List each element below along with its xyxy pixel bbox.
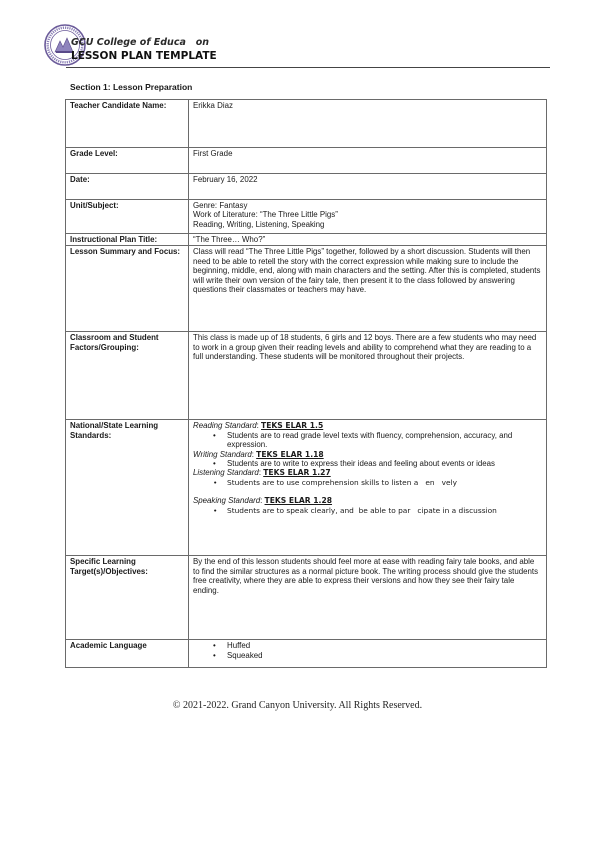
row-label: Teacher Candidate Name: [66,100,189,148]
table-row [66,332,547,420]
row-label: Instructional Plan Title: [66,234,189,246]
reading-standard-heading: Reading Standard: TEKS ELAR 1.5 [193,421,324,431]
table-row [66,200,547,234]
spacer [193,487,542,496]
classroom-factors-value: This class is made up of 18 students, 6 girls and 12 boys. There are a few students who may need to work in a group given their reading levels and ability to comprehend what they are reading to a full understanding. These students will be monitored throughout their projects. [189,332,547,420]
standard-code: TEKS ELAR 1.18 [256,449,324,459]
table-row [66,420,547,556]
row-label: National/State Learning Standards: [66,420,189,556]
lesson-summary-value: Class will read “The Three Little Pigs” together, followed by a short discussion. Students will then need to be able to retell the story with the correct expression while making sure to include the beginning, middle, end, along with main characters and the setting. After this is completed, students will write their own version of the fairy tale, then present it to the class followed by answering questions their classmates or teachers may have. [189,246,547,332]
table-row [66,556,547,640]
row-label: Specific Learning Target(s)/Objectives: [66,556,189,640]
section-title: Section 1: Lesson Preparation [70,82,193,92]
list-item: • Squeaked [227,651,542,660]
standards-value [189,420,547,556]
unit-subject-value [189,200,547,234]
academic-language-value [189,640,547,668]
standard-code: TEKS ELAR 1.28 [264,496,333,506]
standard-prefix: Reading Standard [193,421,257,431]
row-label: Academic Language [66,640,189,668]
list-item: • Students are to use comprehension skills to listen a en vely [227,478,542,487]
objectives-value: By the end of this lesson students should feel more at ease with reading fairy tale books, and able to find the similar structures as a normal picture book. The writing process should give the students free creativity, where they are able to express their versions and how they see their fairy tale ending. [189,556,547,640]
table-row [66,640,547,668]
row-label: Date: [66,174,189,200]
table-row [66,174,547,200]
unit-line: Reading, Writing, Listening, Speaking [193,219,325,229]
writing-standard-heading: Writing Standard: TEKS ELAR 1.18 [193,449,324,459]
lesson-plan-table [65,99,547,668]
list-item: • Students are to read grade level texts with fluency, comprehension, accuracy, and expression. [227,431,542,450]
table-row [66,234,547,246]
row-label: Lesson Summary and Focus: [66,246,189,332]
standard-code: TEKS ELAR 1.5 [261,421,324,431]
college-name: GCU College of Educa on [71,37,210,48]
teacher-name-value: Erikka Diaz [189,100,547,148]
list-item: • Students are to write to express their ideas and feeling about events or ideas [227,459,542,468]
header-divider [66,67,550,68]
plan-title-value: “The Three… Who?” [189,234,547,246]
speaking-standard-heading: Speaking Standard: TEKS ELAR 1.28 [193,496,333,506]
row-label: Grade Level: [66,148,189,174]
list-item: • Huffed [227,641,542,650]
table-row [66,246,547,332]
table-row [66,148,547,174]
table-row [66,100,547,148]
date-value: February 16, 2022 [189,174,547,200]
copyright-footer: © 2021-2022. Grand Canyon University. All Rights Reserved. [172,700,423,711]
row-label: Unit/Subject: [66,200,189,234]
row-label: Classroom and Student Factors/Grouping: [66,332,189,420]
unit-line: Genre: Fantasy [193,201,248,210]
grade-level-value: First Grade [189,148,547,174]
standard-prefix: Speaking Standard [193,496,261,506]
unit-line: Work of Literature: “The Three Little Pigs” [193,210,338,220]
standard-prefix: Writing Standard [193,449,252,459]
standard-prefix: Listening Standard [193,468,259,478]
list-item: • Students are to speak clearly, and be able to par cipate in a discussion [227,506,542,515]
standard-code: TEKS ELAR 1.27 [263,468,331,478]
listening-standard-heading: Listening Standard: TEKS ELAR 1.27 [193,468,331,478]
template-title: LESSON PLAN TEMPLATE [71,50,217,62]
document-header [44,24,550,70]
